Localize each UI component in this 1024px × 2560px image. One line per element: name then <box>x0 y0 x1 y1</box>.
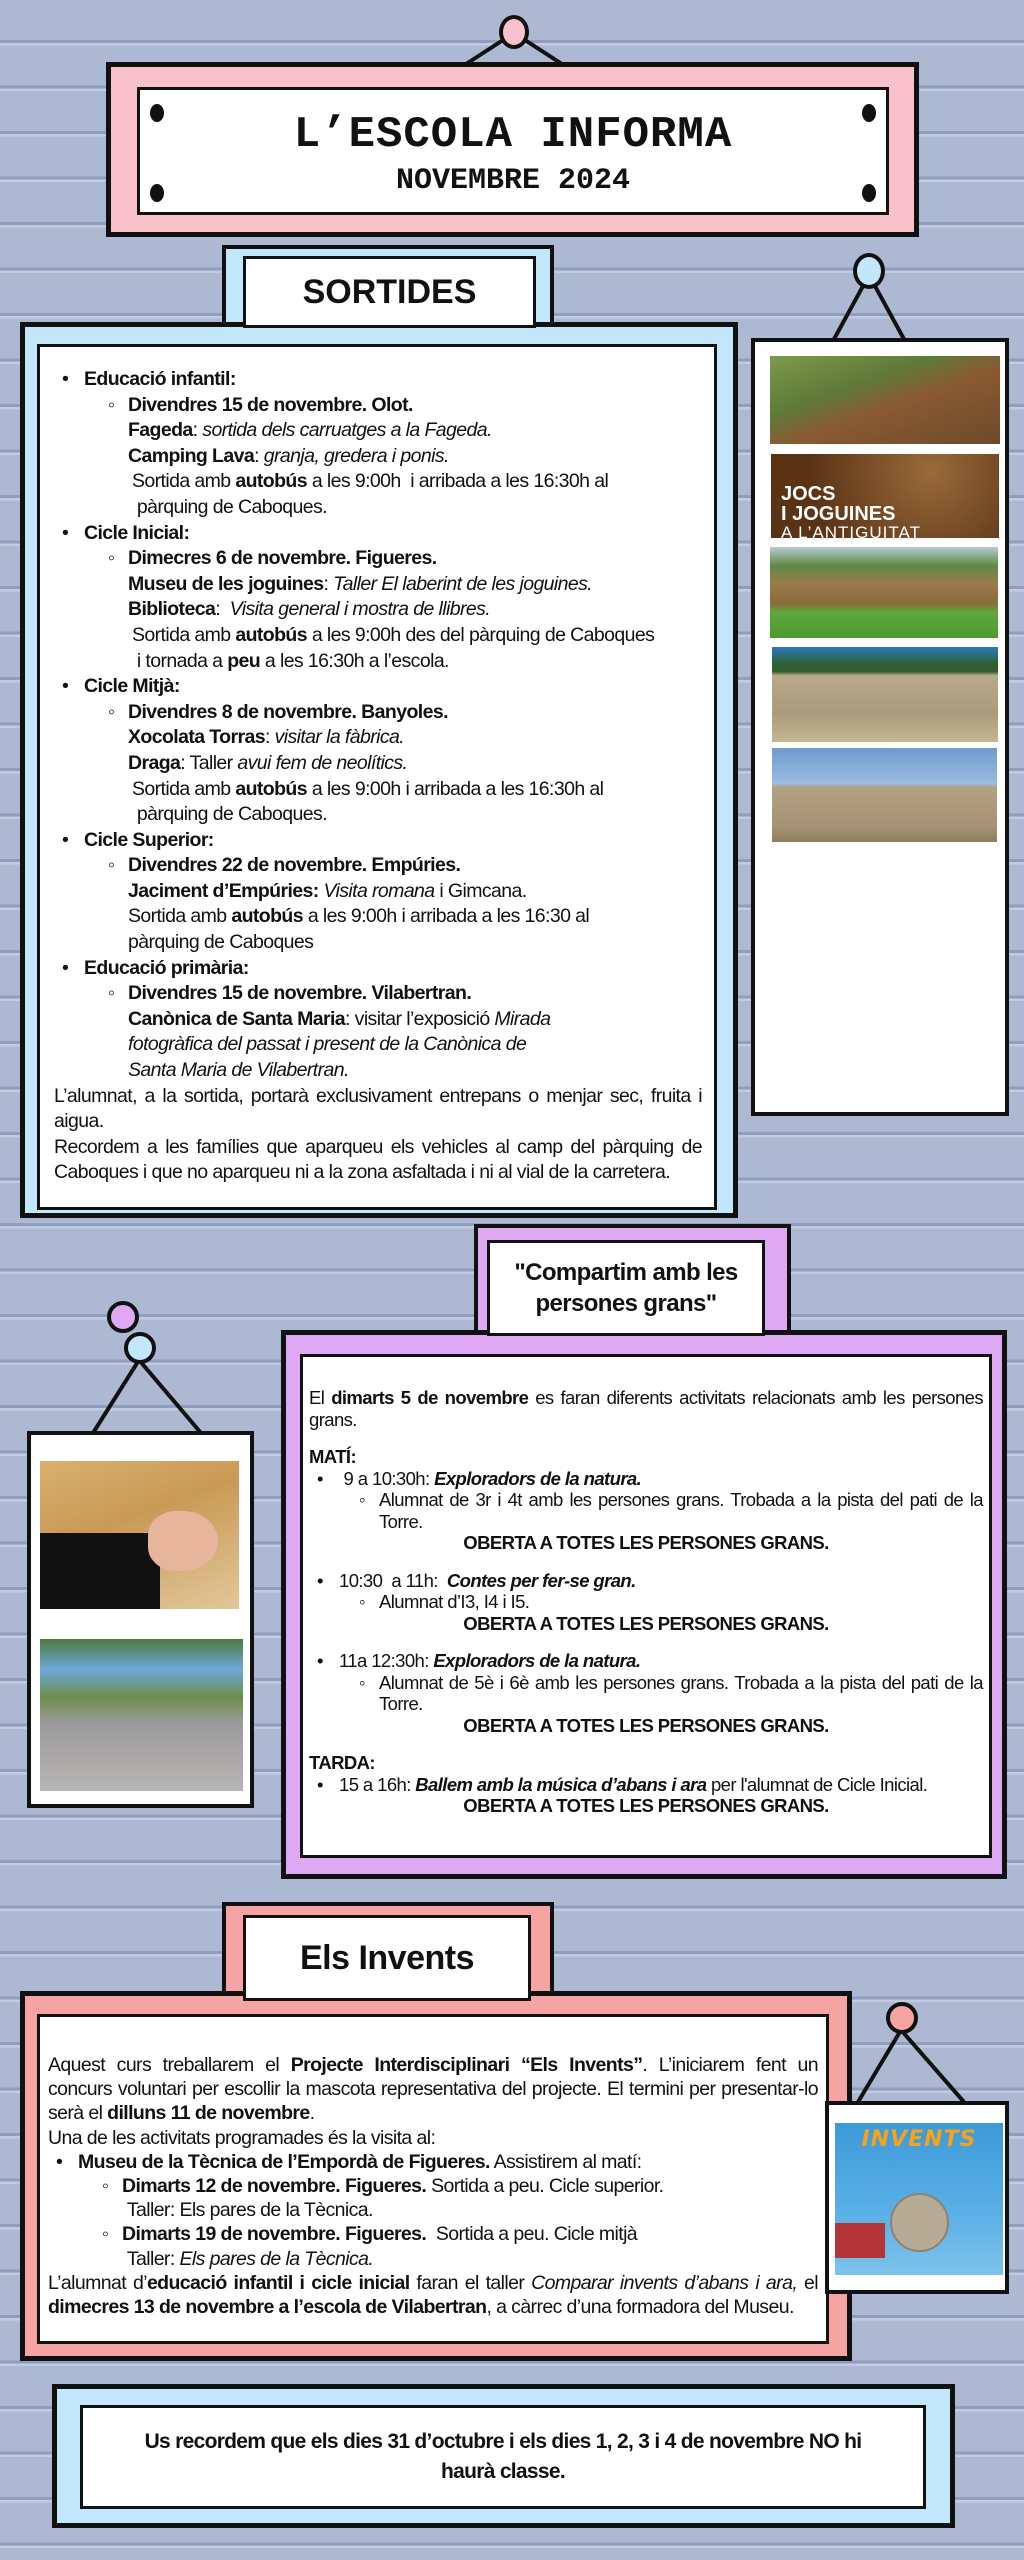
text-run: dimarts 5 de novembre <box>331 1387 529 1408</box>
text-run: Visita romana <box>323 879 435 902</box>
text-run: : <box>264 726 275 749</box>
notice-panel <box>80 2405 926 2509</box>
text-line <box>128 1007 702 1033</box>
text-run: Una de les activitats programades és la visita al: <box>48 2126 436 2149</box>
photo-hanger-pin <box>853 253 885 289</box>
sortides-content <box>54 367 707 1186</box>
text-run: Museu de les joguines <box>128 572 324 595</box>
screw-icon <box>150 184 164 202</box>
text-run: pàrquing de Caboques. <box>132 495 327 518</box>
text-run: Cicle Mitjà: <box>84 675 180 698</box>
text-line <box>132 777 702 803</box>
text-run: 11a 12:30h: <box>339 1650 434 1671</box>
text-line <box>128 1058 702 1084</box>
text-run: fotogràfica del passat i present de la Canònica de <box>128 1033 527 1056</box>
text-run: TARDA: <box>309 1752 375 1773</box>
text-run: el <box>797 2271 823 2294</box>
text-run: Educació infantil: <box>84 368 236 390</box>
text-run: Divendres 15 de novembre. Olot. <box>128 393 413 416</box>
text-line <box>122 2222 818 2246</box>
text-run: . <box>309 2102 315 2125</box>
photo-children-dancing <box>40 1639 243 1791</box>
text-line <box>128 751 702 777</box>
text-run: avui fem de neolítics. <box>237 751 408 774</box>
text-line <box>84 674 702 700</box>
screw-icon <box>862 184 876 202</box>
text-run: autobús <box>231 905 303 928</box>
text-line <box>132 649 702 675</box>
header-hanger-pin <box>499 15 529 49</box>
invents-frame <box>20 1991 852 2361</box>
invents-hanger-pin <box>886 2002 918 2034</box>
screw-icon <box>862 104 876 122</box>
text-line <box>309 1795 983 1817</box>
sortides-panel <box>37 344 717 1210</box>
text-run: visitar la fàbrica. <box>274 726 405 749</box>
text-run: Exploradors de la natura. <box>433 1650 641 1671</box>
text-run: Sortida amb <box>132 623 236 646</box>
text-line <box>84 828 702 854</box>
text-run: OBERTA A TOTES LES PERSONES GRANS. <box>463 1532 829 1553</box>
photo-sleeve <box>40 1533 160 1609</box>
text-line <box>128 981 702 1007</box>
text-run: Canònica de Santa Maria <box>128 1007 346 1030</box>
text-run: Camping Lava <box>128 444 255 467</box>
text-run: Santa Maria de Vilabertran. <box>128 1059 349 1082</box>
text-run: educació infantil i cicle inicial <box>146 2271 410 2294</box>
text-run: per l'alumnat de Cicle Inicial. <box>706 1773 928 1795</box>
text-run: OBERTA A TOTES LES PERSONES GRANS. <box>463 1612 829 1634</box>
text-run: 9 a 10:30h: <box>339 1467 435 1489</box>
photo-neolithic-huts <box>770 547 998 638</box>
photo-carriage-fageda <box>770 356 1000 444</box>
text-line <box>128 700 702 726</box>
text-line <box>339 1468 983 1490</box>
page-subtitle: NOVEMBRE 2024 <box>395 164 631 198</box>
page-title: L’ESCOLA INFORMA <box>293 110 733 160</box>
text-run: Mirada <box>494 1007 551 1030</box>
text-line <box>379 1671 988 1715</box>
text-line <box>54 1084 707 1135</box>
text-run: pàrquing de Caboques. <box>132 803 327 826</box>
text-run: 15 a 16h: <box>339 1773 416 1795</box>
text-line <box>339 1570 983 1592</box>
header-frame <box>106 62 919 237</box>
text-run: Sortida amb <box>132 470 236 493</box>
text-line <box>128 444 702 470</box>
text-line <box>309 1613 983 1635</box>
text-run: Dimarts 19 de novembre. Figueres. <box>122 2223 427 2246</box>
text-line <box>48 2271 823 2319</box>
text-run: : <box>215 598 230 621</box>
text-line <box>78 2150 818 2174</box>
text-run: Jaciment d’Empúries: <box>128 879 319 902</box>
screw-icon <box>150 104 164 122</box>
text-line <box>128 597 702 623</box>
text-run: : <box>323 572 334 595</box>
text-line <box>128 572 702 598</box>
compartim-title: "Compartim amb les persones grans" <box>514 1259 738 1317</box>
sortides-frame <box>20 322 738 1218</box>
photo-canonica-vilabertran <box>772 748 997 842</box>
text-line <box>339 1650 983 1672</box>
text-line <box>132 802 702 828</box>
text-run: Sortida a peu. Cicle mitjà <box>426 2223 638 2246</box>
text-run: . L’iniciarem fent un concurs voluntari per escollir la mascota representativa del projecte. El termini per presentar-lo serà el <box>48 2054 823 2125</box>
text-line <box>128 1032 702 1058</box>
wheel-icon <box>890 2193 949 2252</box>
text-line <box>128 725 702 751</box>
invents-tab <box>243 1915 531 2001</box>
text-run: Educació primària: <box>84 956 249 979</box>
text-run: i Gimcana. <box>434 879 527 902</box>
text-run: Taller El laberint de les joguines. <box>333 572 593 595</box>
train-icon <box>835 2223 885 2258</box>
text-run: Fageda <box>128 419 193 442</box>
text-run: Museu de la Tècnica de l’Empordà de Figueres. <box>78 2150 490 2173</box>
compartim-panel <box>300 1354 992 1858</box>
text-run: Xocolata Torras <box>128 726 265 749</box>
text-line <box>309 1715 983 1737</box>
text-run: autobús <box>235 777 307 800</box>
hanger-pin <box>107 1301 139 1333</box>
text-run: Els pares de la Tècnica. <box>179 2247 374 2270</box>
text-line <box>379 1489 988 1532</box>
text-run: granja, gredera i ponis. <box>263 444 449 467</box>
text-line <box>309 1446 983 1468</box>
header-plate <box>137 87 889 215</box>
text-run: a les 9:00h des del pàrquing de Caboques <box>307 623 655 646</box>
text-line <box>128 879 702 905</box>
photo-empuries-ruins <box>772 647 998 742</box>
text-run: Cicle Inicial: <box>84 521 190 544</box>
text-run: sortida dels carruatges a la Fageda. <box>202 419 492 442</box>
text-run: Aquest curs treballarem el <box>48 2054 291 2076</box>
text-run: Visita general i mostra de llibres. <box>229 598 491 621</box>
text-run: a les 9:00h i arribada a les 16:30 al <box>303 905 590 928</box>
sortides-photo-frame <box>751 338 1009 1116</box>
text-run: Biblioteca <box>128 598 216 621</box>
text-line <box>128 930 702 956</box>
text-run: Assistirem al matí: <box>489 2150 642 2173</box>
text-line <box>48 2126 818 2150</box>
hanger-pin <box>124 1332 156 1364</box>
text-run: Taller: <box>122 2247 180 2270</box>
text-run: : <box>192 419 203 442</box>
text-run: a les 16:30h a l’escola. <box>260 649 449 672</box>
text-run: Sortida amb <box>128 905 232 928</box>
text-line <box>132 469 702 495</box>
compartim-photo-frame <box>27 1431 254 1808</box>
photo-jocs-joguines <box>771 454 999 542</box>
text-line <box>128 393 702 419</box>
sortides-title: SORTIDES <box>302 272 477 311</box>
text-run: faran el taller <box>409 2271 532 2294</box>
text-run: peu <box>227 649 261 672</box>
text-run: a les 9:00h i arribada a les 16:30h al <box>307 470 609 493</box>
photo-hand-flower <box>40 1461 239 1609</box>
text-line <box>122 2198 818 2222</box>
text-run: Dimecres 6 de novembre. Figueres. <box>128 547 437 570</box>
text-run: Alumnat d’I3, I4 i I5. <box>379 1591 530 1612</box>
text-run: Draga <box>128 751 181 774</box>
text-run: : <box>254 444 264 467</box>
text-run: Divendres 8 de novembre. Banyoles. <box>128 700 448 723</box>
notice-text: Us recordem que els dies 31 d’octubre i els dies 1, 2, 3 i 4 de novembre NO hi haurà classe. <box>144 2430 862 2483</box>
photo-invents-book <box>835 2123 1003 2275</box>
text-run: Exploradors de la natura. <box>434 1467 642 1489</box>
text-run: OBERTA A TOTES LES PERSONES GRANS. <box>463 1795 829 1816</box>
text-run: pàrquing de Caboques <box>128 931 314 954</box>
photo-caption: JOCS <box>781 483 836 505</box>
text-run: Recordem a les famílies que aparqueu els vehicles al camp del pàrquing de Caboques i que no aparqueu ni a la zona asfaltada i ni al vial de la carretera. <box>54 1135 707 1184</box>
text-run: : Taller <box>180 751 238 774</box>
text-run: dimecres 13 de novembre a l’escola de Vilabertran <box>48 2296 487 2319</box>
text-line <box>84 521 702 547</box>
text-run: Alumnat de 3r i 4t amb les persones grans. Trobada a la pista del pati de la Torre. <box>379 1489 988 1532</box>
text-run: Alumnat de 5è i 6è amb les persones grans. Trobada a la pista del pati de la Torre. <box>379 1671 988 1714</box>
text-line <box>48 2053 823 2126</box>
text-line <box>339 1774 983 1796</box>
text-line <box>128 546 702 572</box>
text-run: Sortida a peu. Cicle superior. <box>426 2175 664 2198</box>
notice-frame <box>52 2384 955 2528</box>
text-line <box>309 1752 983 1774</box>
photo-caption: A L’ANTIGUITAT <box>781 523 921 542</box>
text-line <box>54 1135 707 1186</box>
text-run: : visitar l’exposició <box>345 1007 495 1030</box>
text-run: Cicle Superior: <box>84 828 214 851</box>
text-run: MATÍ: <box>309 1446 356 1467</box>
invents-title: Els Invents <box>299 1938 474 1977</box>
text-run: L’alumnat, a la sortida, portarà exclusivament entrepans o menjar sec, fruita i aigua. <box>54 1084 707 1133</box>
text-run: a les 9:00h i arribada a les 16:30h al <box>307 777 604 800</box>
invents-panel <box>37 2014 829 2344</box>
text-line <box>84 956 702 982</box>
compartim-content <box>309 1387 988 1817</box>
text-line <box>379 1591 983 1613</box>
text-run: Taller: Els pares de la Tècnica. <box>122 2199 373 2222</box>
photo-caption: INVENTS <box>861 2127 977 2152</box>
text-run: autobús <box>235 623 307 646</box>
text-run: i tornada a <box>132 649 228 672</box>
text-line <box>122 2247 818 2271</box>
text-run: Divendres 22 de novembre. Empúries. <box>128 854 461 877</box>
text-run: OBERTA A TOTES LES PERSONES GRANS. <box>463 1714 829 1736</box>
text-run: Dimarts 12 de novembre. Figueres. <box>122 2175 427 2198</box>
text-run: Comparar invents d’abans i ara, <box>531 2271 798 2294</box>
text-run: Sortida amb <box>132 777 236 800</box>
text-line <box>128 418 702 444</box>
text-line <box>132 495 702 521</box>
text-line <box>122 2174 818 2198</box>
photo-hand <box>148 1511 218 1571</box>
invents-content <box>48 2053 823 2319</box>
text-line <box>309 1387 988 1430</box>
text-line <box>309 1532 983 1554</box>
text-run: autobús <box>235 470 307 493</box>
text-run: dilluns 11 de novembre <box>107 2102 310 2125</box>
invents-photo-frame <box>825 2101 1009 2294</box>
text-line <box>128 853 702 879</box>
text-line <box>132 623 702 649</box>
text-run: Ballem amb la música d’abans i ara <box>415 1773 707 1795</box>
text-run: es faran diferents activitats relacionats amb les persones grans. <box>309 1387 988 1430</box>
sortides-tab <box>243 256 536 328</box>
compartim-frame <box>281 1330 1007 1879</box>
text-run: El <box>309 1387 332 1408</box>
text-run: Divendres 15 de novembre. Vilabertran. <box>128 982 472 1005</box>
compartim-tab <box>487 1240 765 1336</box>
text-line <box>128 904 702 930</box>
photo-caption: I JOGUINES <box>781 503 896 525</box>
text-run: , a càrrec d’una formadora del Museu. <box>486 2296 794 2319</box>
text-line <box>84 367 702 393</box>
invents-hanger-string <box>0 0 1 1</box>
text-run: 10:30 a 11h: <box>339 1569 447 1591</box>
text-run: Projecte Interdisciplinari “Els Invents” <box>290 2054 643 2076</box>
text-run: Contes per fer-se gran. <box>446 1569 636 1591</box>
text-run: L’alumnat d’ <box>48 2271 147 2294</box>
